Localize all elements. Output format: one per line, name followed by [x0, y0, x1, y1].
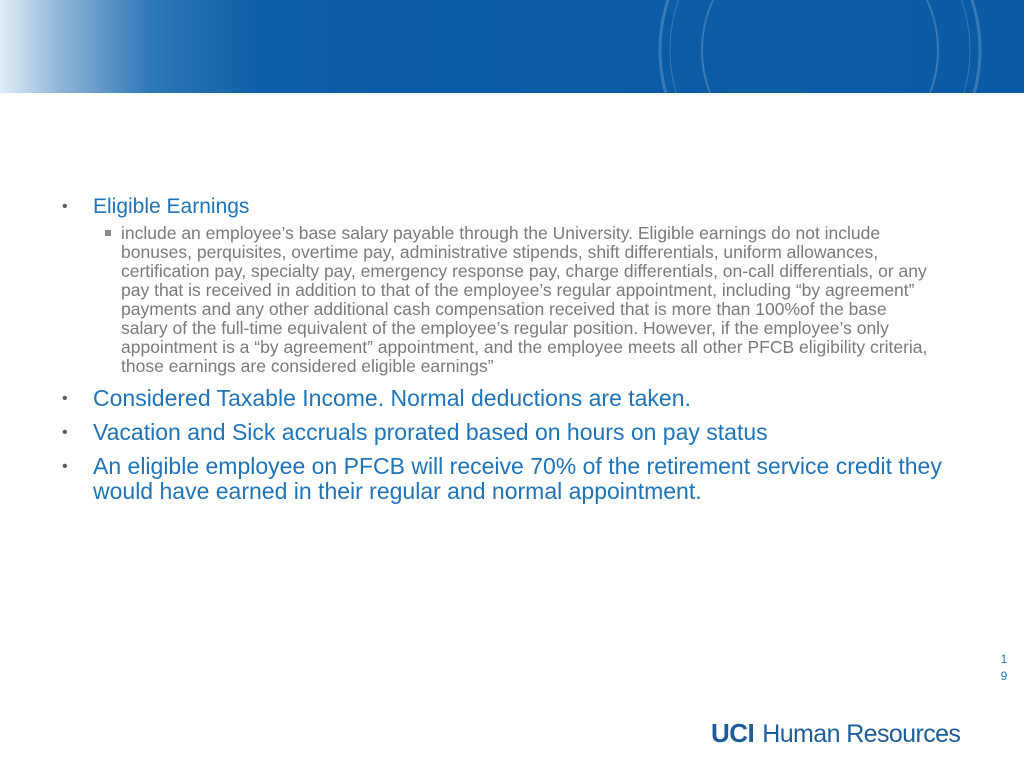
bullet-retirement-credit [60, 454, 960, 504]
bullet-label: Eligible Earnings [93, 195, 250, 218]
page-number-digit-2: 9 [1000, 669, 1008, 683]
bullet-text: Considered Taxable Income. Normal deductions are taken. [93, 385, 691, 411]
bullet-dot: • [62, 390, 68, 407]
square-bullet-icon [105, 230, 111, 236]
university-seal-watermark [650, 0, 990, 93]
sub-bullet-eligible-earnings-detail [60, 224, 929, 376]
bullet-dot: • [62, 458, 68, 475]
uci-hr-logo [711, 718, 960, 750]
bullet-dot: • [62, 424, 68, 441]
page-number [998, 651, 1010, 685]
slide-content [60, 194, 960, 513]
logo-human-resources: Human Resources [762, 720, 961, 748]
bullet-accruals [60, 420, 960, 445]
page-number-digit-1: 1 [1000, 652, 1008, 666]
bullet-eligible-earnings [60, 194, 960, 219]
header-band [0, 0, 1024, 93]
sub-bullet-text: include an employee’s base salary payable through the University. Eligible earnings do not include bonuses, perquisites, overtime pay, administrative stipends, shift differentials, uniform allowances, certification pay, specialty pay, emergency response pay, charge differentials, on-call differentials, or any pay that is received in addition to that of the employee’s regular appointment, including “by agreement” payments and any other additional cash compensation received that is more than 100%of the base salary of the full-time equivalent of the employee’s regular position. However, if the employee’s only appointment is a “by agreement” appointment, and the employee meets all other PFCB eligibility criteria, those earnings are considered eligible earnings” [121, 223, 928, 376]
logo-uci: UCI [711, 718, 755, 748]
bullet-text: Vacation and Sick accruals prorated based on hours on pay status [93, 419, 768, 445]
bullet-text: An eligible employee on PFCB will receive 70% of the retirement service credit they would have earned in their regular and normal appointment. [93, 453, 942, 504]
bullet-dot: • [62, 198, 68, 215]
bullet-taxable-income [60, 386, 960, 411]
